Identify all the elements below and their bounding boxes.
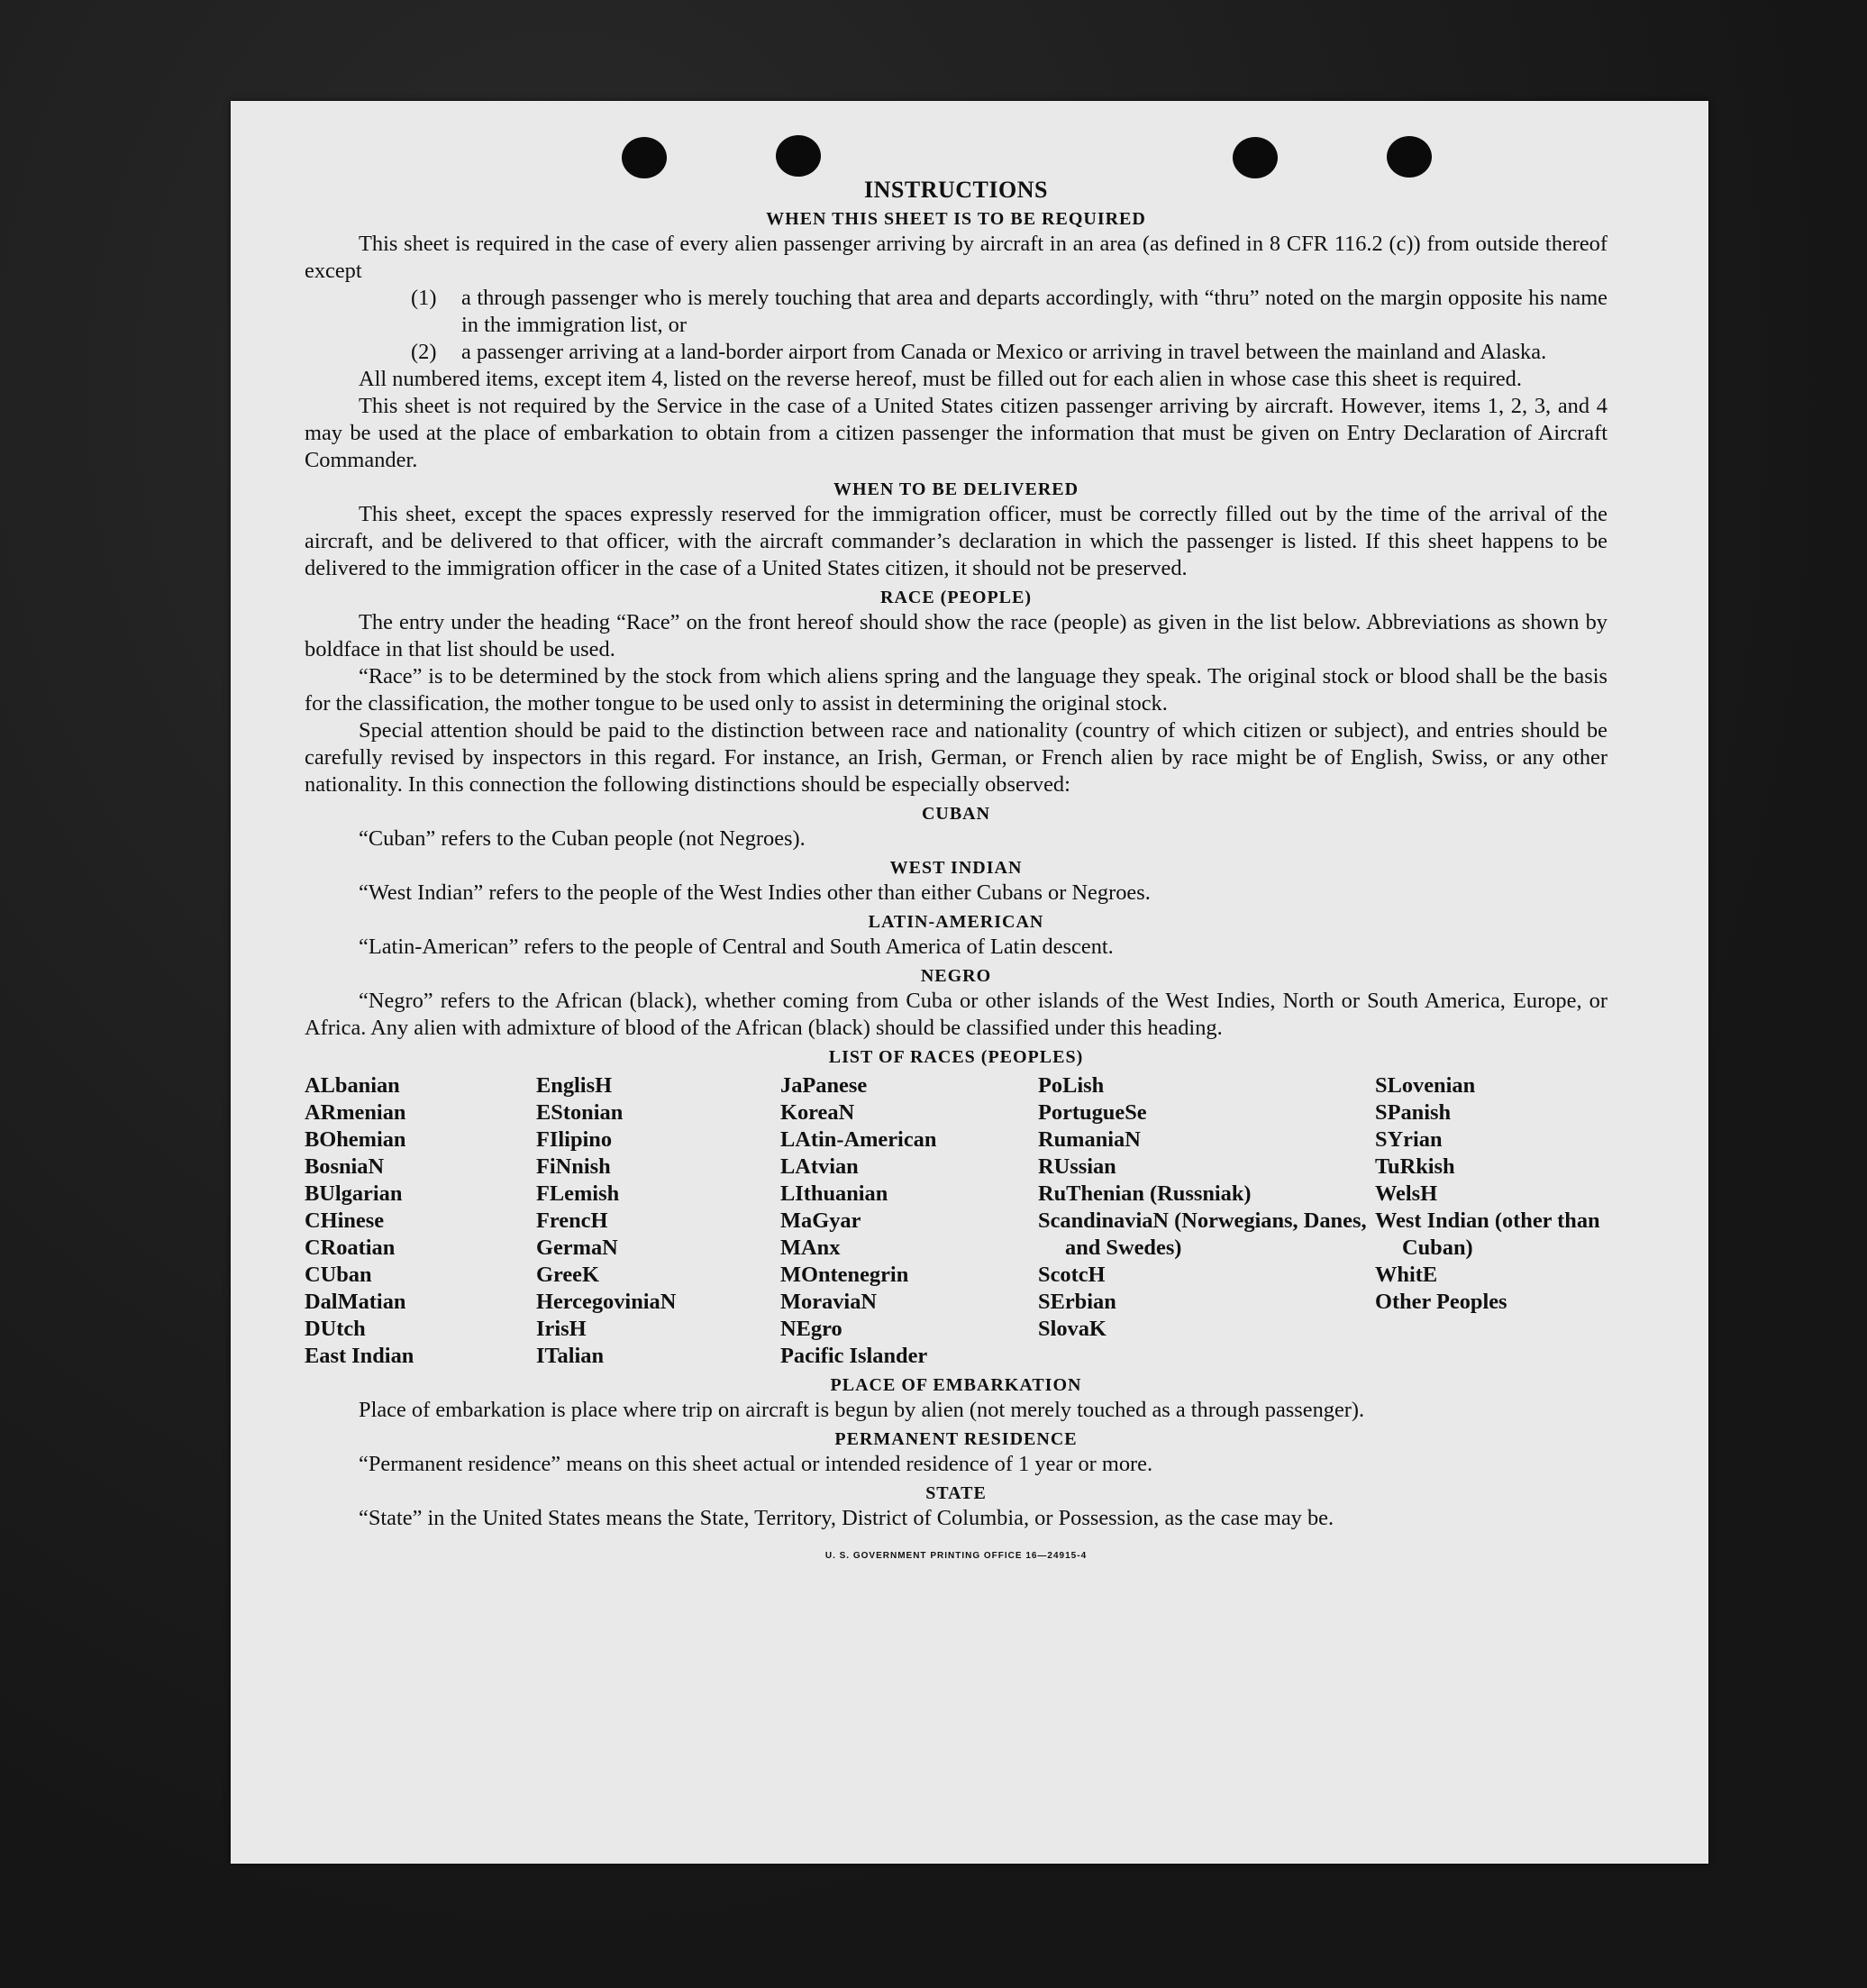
punch-hole — [776, 135, 821, 177]
race-entry: EStonian — [536, 1100, 624, 1125]
race-entry: FrencH — [536, 1208, 608, 1233]
race-entry: SPanish — [1375, 1100, 1452, 1125]
race-entry: ITalian — [536, 1344, 605, 1368]
item-number: (1) — [411, 286, 437, 310]
race-entry: SLovenian — [1375, 1073, 1476, 1098]
punch-hole — [1233, 137, 1278, 178]
race-entry: Other Peoples — [1375, 1290, 1507, 1314]
race-entry: RuThenian (Russniak) — [1038, 1181, 1252, 1206]
punch-hole — [1387, 136, 1432, 178]
paragraph: “West Indian” refers to the people of the West Indies other than either Cubans or Negroes. — [359, 880, 1151, 905]
paragraph: “Race” is to be determined by the stock from which aliens spring and the language they speak. The original stock or blood shall be the basis for the classification, the mother tongue to be used only to assist in determining the original stock. — [305, 664, 1607, 716]
paragraph: “State” in the United States means the State, Territory, District of Columbia, or Possession, as the case may be. — [359, 1506, 1334, 1530]
paragraph: This sheet, except the spaces expressly reserved for the immigration officer, must be correctly filled out by the time of the arrival of the aircraft, and be delivered to that officer, with the aircraft commander’s declaration in which the passenger is listed. If this sheet happens to be delivered to the immigration officer in the case of a United States citizen, it should not be preserved. — [305, 502, 1607, 580]
race-entry: RumaniaN — [1038, 1127, 1141, 1152]
section-heading: PLACE OF EMBARKATION — [830, 1375, 1082, 1395]
races-list — [305, 1072, 1607, 1370]
race-entry: PortugueSe — [1038, 1100, 1147, 1125]
section-heading: WHEN THIS SHEET IS TO BE REQUIRED — [766, 209, 1146, 229]
race-entry: RUssian — [1038, 1154, 1116, 1179]
race-entry: KoreaN — [780, 1100, 855, 1125]
race-entry: FIlipino — [536, 1127, 613, 1152]
race-entry: BosniaN — [305, 1154, 385, 1179]
races-column — [1375, 1072, 1607, 1370]
race-entry: CRoatian — [305, 1236, 396, 1260]
race-entry: DalMatian — [305, 1290, 406, 1314]
race-entry: SYrian — [1375, 1127, 1443, 1152]
paragraph: “Negro” refers to the African (black), whether coming from Cuba or other islands of the West Indies, North or South America, Europe, or Africa. Any alien with admixture of blood of the African (black) should be classified under this heading. — [305, 989, 1607, 1040]
list-item — [305, 285, 1607, 339]
race-entry: LAtin-American — [780, 1127, 937, 1152]
section-heading: RACE (PEOPLE) — [880, 588, 1032, 607]
race-entry: MAnx — [780, 1236, 841, 1260]
paragraph: “Permanent residence” means on this sheet actual or intended residence of 1 year or more. — [359, 1452, 1153, 1476]
paragraph: This sheet is not required by the Service in the case of a United States citizen passenger arriving by aircraft. However, items 1, 2, 3, and 4 may be used at the place of embarkation to obtain from a citizen passenger the information that must be given on Entry Declaration of Aircraft Commander. — [305, 394, 1607, 472]
paragraph: “Cuban” refers to the Cuban people (not Negroes). — [359, 826, 806, 851]
printer-imprint: U. S. GOVERNMENT PRINTING OFFICE 16—24915-4 — [824, 1551, 1088, 1561]
race-entry: GreeK — [536, 1263, 599, 1287]
race-entry: DUtch — [305, 1317, 366, 1341]
race-entry: BUlgarian — [305, 1181, 403, 1206]
race-entry: WelsH — [1375, 1181, 1438, 1206]
race-entry: NEgro — [780, 1317, 842, 1341]
race-entry: EnglisH — [536, 1073, 613, 1098]
race-entry: MoraviaN — [780, 1290, 878, 1314]
race-entry: FiNnish — [536, 1154, 611, 1179]
instructions-body — [305, 177, 1607, 1570]
page-title: INSTRUCTIONS — [864, 177, 1048, 203]
paragraph: Special attention should be paid to the distinction between race and nationality (country of which citizen or subject), and entries should be carefully revised by inspectors in this regard. For instance, an Irish, German, or French alien by race might be of English, Swiss, or any other nationality. In this connection the following distinctions should be especially observed: — [305, 718, 1607, 797]
race-entry: BOhemian — [305, 1127, 406, 1152]
section-heading: LATIN-AMERICAN — [868, 912, 1044, 932]
section-heading: NEGRO — [920, 966, 992, 986]
section-heading: WHEN TO BE DELIVERED — [833, 479, 1079, 499]
item-number: (2) — [411, 340, 437, 364]
section-heading: PERMANENT RESIDENCE — [834, 1429, 1078, 1449]
races-column — [780, 1072, 1038, 1370]
race-entry: MOntenegrin — [780, 1263, 909, 1287]
races-column — [536, 1072, 780, 1370]
races-column — [305, 1072, 536, 1370]
paragraph: This sheet is required in the case of every alien passenger arriving by aircraft in an area (as defined in 8 CFR 116.2 (c)) from outside thereof except — [305, 232, 1607, 283]
race-entry: ScandinaviaN (Norwegians, Danes, and Swedes) — [1038, 1208, 1367, 1260]
race-entry: CUban — [305, 1263, 372, 1287]
race-entry: Pacific Islander — [780, 1344, 928, 1368]
section-heading: CUBAN — [921, 804, 991, 824]
race-entry: JaPanese — [780, 1073, 868, 1098]
section-heading: WEST INDIAN — [889, 858, 1023, 878]
document-sheet — [231, 101, 1708, 1864]
race-entry: SErbian — [1038, 1290, 1116, 1314]
race-entry: GermaN — [536, 1236, 618, 1260]
race-entry: PoLish — [1038, 1073, 1105, 1098]
race-entry: ALbanian — [305, 1073, 400, 1098]
race-entry: TuRkish — [1375, 1154, 1455, 1179]
race-entry: SlovaK — [1038, 1317, 1107, 1341]
race-entry: MaGyar — [780, 1208, 861, 1233]
race-entry: CHinese — [305, 1208, 385, 1233]
race-entry: West Indian (other than Cuban) — [1375, 1208, 1600, 1260]
paragraph: The entry under the heading “Race” on the front hereof should show the race (people) as given in the list below. Abbreviations as shown by boldface in that list should be used. — [305, 610, 1607, 661]
paragraph: All numbered items, except item 4, listed on the reverse hereof, must be filled out for each alien in whose case this sheet is required. — [359, 367, 1522, 391]
race-entry: IrisH — [536, 1317, 587, 1341]
race-entry: East Indian — [305, 1344, 414, 1368]
list-item — [305, 339, 1607, 366]
race-entry: ARmenian — [305, 1100, 406, 1125]
paragraph: Place of embarkation is place where trip on aircraft is begun by alien (not merely touched as a through passenger). — [359, 1398, 1365, 1422]
races-column — [1038, 1072, 1375, 1370]
race-entry: LIthuanian — [780, 1181, 888, 1206]
section-heading: STATE — [925, 1483, 987, 1503]
item-text: a through passenger who is merely touching that area and departs accordingly, with “thru” noted on the margin opposite his name in the immigration list, or — [461, 286, 1607, 337]
race-entry: HercegoviniaN — [536, 1290, 677, 1314]
race-entry: FLemish — [536, 1181, 620, 1206]
race-entry: ScotcH — [1038, 1263, 1106, 1287]
item-text: a passenger arriving at a land-border airport from Canada or Mexico or arriving in travel between the mainland and Alaska. — [461, 340, 1547, 364]
race-entry: WhitE — [1375, 1263, 1438, 1287]
race-entry: LAtvian — [780, 1154, 859, 1179]
punch-hole — [622, 137, 667, 178]
paragraph: “Latin-American” refers to the people of Central and South America of Latin descent. — [359, 935, 1114, 959]
section-heading: LIST OF RACES (PEOPLES) — [828, 1047, 1084, 1067]
